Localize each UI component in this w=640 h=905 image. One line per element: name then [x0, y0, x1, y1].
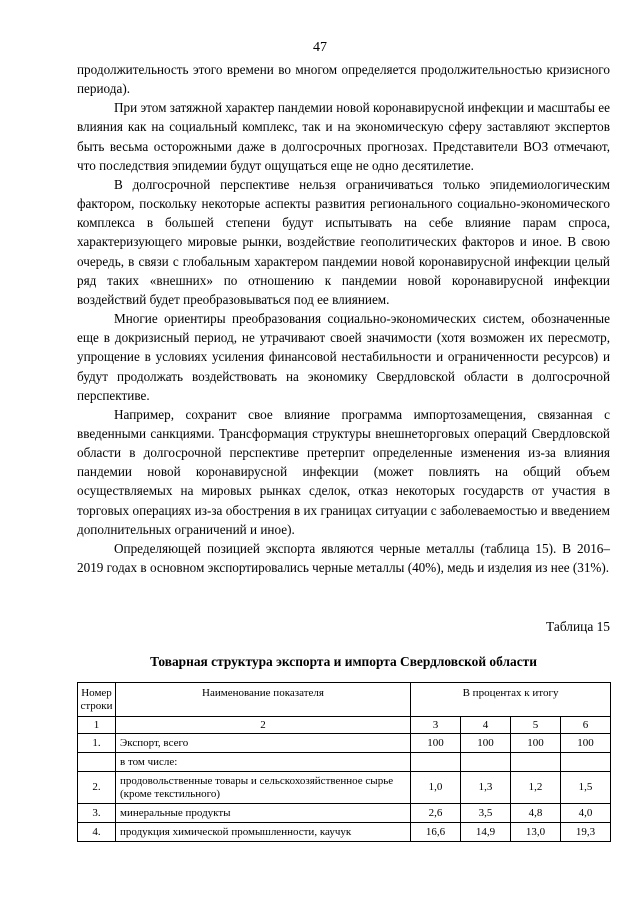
row-number [78, 753, 116, 772]
column-number: 5 [511, 717, 561, 734]
paragraph: При этом затяжной характер пандемии новой коронавирусной инфекции и масштабы ее влияния как на социальный комплекс, так и на экономическую сферу заставляют экспертов быть весьма осторожными даже в долгосрочных прогнозах. Представители ВОЗ отмечают, что последствия эпидемии будут ощущаться еще не одно десятилетие. [77, 100, 610, 173]
paragraph: В долгосрочной перспективе нельзя ограничиваться только эпидемиологическим фактором, поскольку некоторые аспекты развития регионального социально-экономического комплекса в большей степени будут испытывать на себе влияние парам спроса, характеризующего мировые рынки, воздействие геополитических факторов и иное. В свою очередь, в связи с глобальным характером пандемии новой коронавирусной инфекции целый ряд таких «внешних» по отношению к пандемии новой коронавирусной инфекции воздействий будет преобразовываться под ее влиянием. [77, 176, 610, 307]
row-number: 2. [78, 772, 116, 804]
column-number: 2 [116, 717, 411, 734]
row-value: 13,0 [511, 823, 561, 842]
row-value: 3,5 [461, 804, 511, 823]
column-number: 3 [411, 717, 461, 734]
row-value: 19,3 [561, 823, 611, 842]
row-value: 1,5 [561, 772, 611, 804]
row-name: продовольственные товары и сельскохозяйственное сырье (кроме текстильного) [116, 772, 411, 804]
row-value: 2,6 [411, 804, 461, 823]
row-value: 100 [411, 734, 461, 753]
column-number: 1 [78, 717, 116, 734]
row-number: 1. [78, 734, 116, 753]
row-value: 16,6 [411, 823, 461, 842]
row-number: 4. [78, 823, 116, 842]
table-title: Товарная структура экспорта и импорта Свердловской области [150, 654, 537, 669]
row-name: продукция химической промышленности, каучук [116, 823, 411, 842]
row-value: 1,0 [411, 772, 461, 804]
body-text [77, 60, 610, 577]
row-value: 4,8 [511, 804, 561, 823]
column-number: 4 [461, 717, 511, 734]
table-row [78, 823, 611, 842]
row-name: минеральные продукты [116, 804, 411, 823]
header-row-number: Номер строки [78, 683, 116, 717]
table-row [78, 804, 611, 823]
row-value: 1,2 [511, 772, 561, 804]
paragraph: Многие ориентиры преобразования социально-экономических систем, обозначенные еще в докризисный период, не утрачивают своей значимости (хотя возможен их пересмотр, упрощение в условиях усиления финансовой нестабильности и ограниченности ресурсов) и будут продолжать воздействовать на экономику Свердловской области в долгосрочной перспективе. [77, 311, 610, 403]
row-value: 100 [511, 734, 561, 753]
row-value: 100 [461, 734, 511, 753]
row-name: Экспорт, всего [116, 734, 411, 753]
paragraph: Определяющей позицией экспорта являются черные металлы (таблица 15). В 2016–2019 годах в основном экспортировались черные металлы (40%), медь и изделия из нее (31%). [77, 540, 610, 576]
paragraph: продолжительность этого времени во многом определяется продолжительностью кризисного периода). [77, 62, 610, 97]
row-value: 1,3 [461, 772, 511, 804]
page-number: 47 [313, 40, 327, 55]
table-row [78, 772, 611, 804]
column-number: 6 [561, 717, 611, 734]
table-label: Таблица 15 [546, 619, 610, 634]
row-value: 14,9 [461, 823, 511, 842]
row-value [511, 753, 561, 772]
export-structure-table [77, 682, 611, 842]
row-value [461, 753, 511, 772]
row-number: 3. [78, 804, 116, 823]
table-row [78, 753, 611, 772]
header-indicator-name: Наименование показателя [116, 683, 411, 717]
header-percent: В процентах к итогу [411, 683, 611, 717]
row-value [411, 753, 461, 772]
row-value: 4,0 [561, 804, 611, 823]
row-value: 100 [561, 734, 611, 753]
row-name: в том числе: [116, 753, 411, 772]
row-value [561, 753, 611, 772]
paragraph: Например, сохранит свое влияние программа импортозамещения, связанная с введенными санкциями. Трансформация структуры внешнеторговых операций Свердловской области в долгосрочной перспективе претерпит определенные изменения из-за влияния пандемии новой коронавирусной инфекции (может повлиять на общий объем осуществляемых на мировых рынках сделок, отказ некоторых государств от участия в торговых операциях из-за обострения в их границах ситуации с заболеваемостью и введением дополнительных ограничений и иное). [77, 406, 610, 537]
table-row [78, 734, 611, 753]
